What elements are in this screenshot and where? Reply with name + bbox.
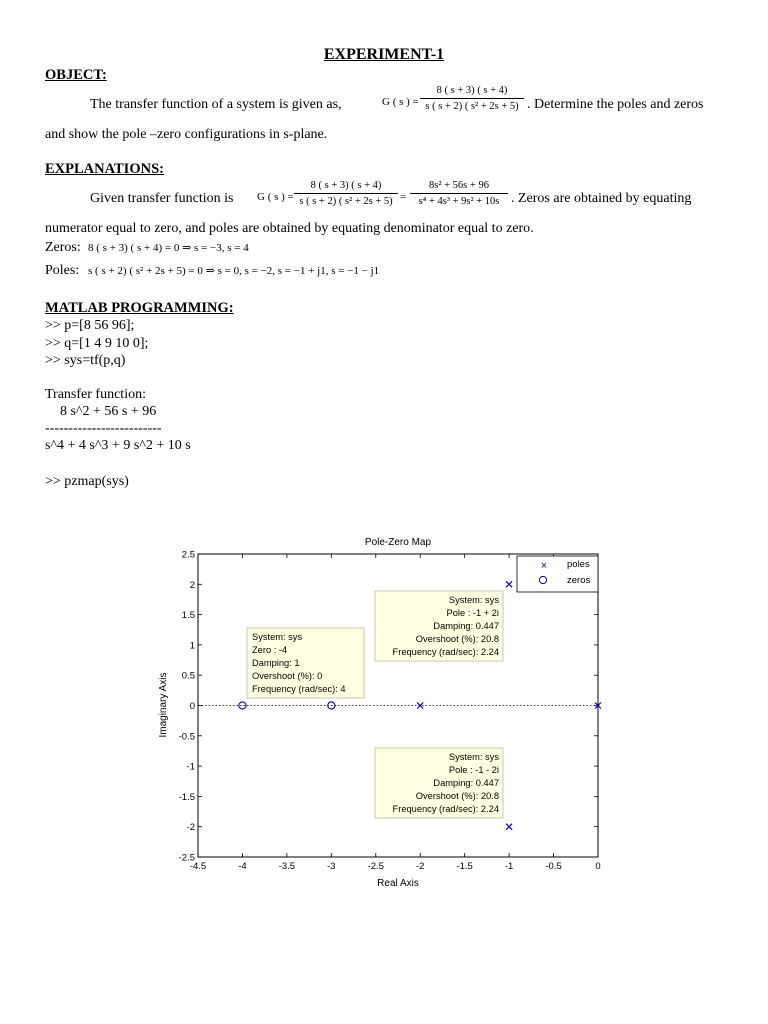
explanations-fraction-1-denominator: s ( s + 2) ( s² + 2s + 5) (299, 196, 393, 207)
x-tick-label: -3.5 (278, 861, 296, 872)
object-eq-lhs: G ( s ) = (382, 96, 419, 108)
matlab-heading: MATLAB PROGRAMMING: (45, 300, 234, 316)
x-tick-label: -2 (415, 861, 425, 872)
explanations-line2: numerator equal to zero, and poles are obtained by equating denominator equal to zero. (45, 221, 534, 236)
x-tick-label: -2.5 (367, 861, 384, 872)
poles-equation: s ( s + 2) ( s² + 2s + 5) = 0 ⇒ s = 0, s = −2, s = −1 + j1, s = −1 − j1 (88, 265, 380, 277)
datatip-line: Pole : -1 + 2i (446, 608, 499, 618)
object-line1-text: The transfer function of a system is given as, (90, 97, 342, 112)
object-fraction-denominator: s ( s + 2) ( s² + 2s + 5) (425, 101, 519, 112)
y-tick-label: 1.5 (181, 610, 195, 622)
legend-poles-marker: × (540, 560, 548, 572)
matlab-line-1: >> p=[8 56 96]; (45, 318, 135, 333)
y-tick-label: 0 (189, 701, 195, 712)
poles-label: Poles: (45, 263, 80, 278)
y-tick-label: 1 (189, 640, 195, 652)
pole-zero-map-chart (0, 520, 768, 900)
zeros-label: Zeros: (45, 240, 81, 255)
legend (517, 556, 598, 592)
legend-poles-label: poles (567, 559, 590, 570)
explanations-fraction-1-numerator: 8 ( s + 3) ( s + 4) (294, 179, 398, 194)
y-tick-label: -0.5 (178, 731, 195, 743)
x-tick-label: -4 (238, 861, 247, 872)
datatip-line: System: sys (448, 595, 499, 605)
y-tick-label: -1 (186, 761, 195, 773)
matlab-line-3: >> sys=tf(p,q) (45, 353, 126, 368)
tf-divider: ------------------------- (45, 421, 162, 436)
explanations-fraction-2 (410, 179, 508, 208)
y-tick-label: -2 (186, 822, 195, 834)
tf-numerator: 8 s^2 + 56 s + 96 (60, 404, 157, 419)
object-line2: and show the pole –zero configurations in s-plane. (45, 127, 328, 142)
y-tick-label: -1.5 (178, 791, 195, 803)
explanations-heading: EXPLANATIONS: (45, 161, 164, 177)
explanations-eq-lhs: G ( s ) = (257, 191, 294, 203)
object-heading: OBJECT: (45, 67, 107, 83)
datatip-line: System: sys (252, 632, 303, 642)
object-line1-tail: . Determine the poles and zeros (527, 97, 704, 112)
datatip-line: Frequency (rad/sec): 4 (252, 684, 346, 694)
x-tick-label: -4.5 (189, 861, 207, 872)
y-tick-label: -2.5 (178, 852, 195, 864)
datatip-line: Pole : -1 - 2i (448, 765, 499, 775)
explanations-equals: = (400, 191, 407, 203)
matlab-line-2: >> q=[1 4 9 10 0]; (45, 336, 149, 351)
object-fraction (420, 84, 524, 113)
legend-zeros-label: zeros (567, 575, 591, 586)
x-tick-label: -1 (504, 861, 514, 872)
datatip (375, 591, 503, 661)
datatip (375, 748, 503, 818)
explanations-given-text: Given transfer function is (90, 191, 234, 206)
page-title: EXPERIMENT-1 (323, 46, 445, 63)
datatip-line: Frequency (rad/sec): 2.24 (392, 647, 499, 657)
x-tick-label: -1.5 (456, 861, 473, 872)
datatip-line: Overshoot (%): 20.8 (415, 791, 499, 801)
object-fraction-numerator: 8 ( s + 3) ( s + 4) (420, 84, 524, 99)
x-tick-label: -0.5 (545, 861, 562, 872)
datatip-line: System: sys (448, 752, 499, 762)
x-tick-label: -3 (327, 861, 336, 872)
y-axis-label: Imaginary Axis (158, 672, 169, 738)
datatip-line: Overshoot (%): 0 (252, 671, 323, 681)
y-tick-label: 0.5 (181, 670, 195, 682)
explanations-fraction-2-denominator: s⁴ + 4s³ + 9s² + 10s (418, 196, 500, 207)
x-axis-label: Real Axis (377, 878, 419, 889)
explanations-fraction-2-numerator: 8s² + 56s + 96 (410, 179, 508, 194)
datatip-line: Damping: 1 (252, 658, 300, 668)
datatip-line: Zero : -4 (252, 645, 288, 655)
datatip-line: Damping: 0.447 (433, 621, 499, 631)
explanations-given-tail: . Zeros are obtained by equating (511, 191, 692, 206)
explanations-fraction-1 (294, 179, 398, 208)
y-tick-label: 2.5 (181, 549, 195, 561)
zeros-equation: 8 ( s + 3) ( s + 4) = 0 ⇒ s = −3, s = 4 (88, 242, 249, 254)
datatip (247, 628, 364, 698)
x-tick-label: 0 (595, 861, 601, 872)
chart-title: Pole-Zero Map (364, 537, 432, 548)
datatip-line: Frequency (rad/sec): 2.24 (392, 804, 499, 814)
tf-denominator: s^4 + 4 s^3 + 9 s^2 + 10 s (45, 438, 191, 453)
tf-label: Transfer function: (45, 387, 146, 402)
datatip-line: Damping: 0.447 (433, 778, 499, 788)
datatip-line: Overshoot (%): 20.8 (415, 634, 499, 644)
pzmap-command: >> pzmap(sys) (45, 474, 129, 489)
y-tick-label: 2 (189, 579, 195, 591)
